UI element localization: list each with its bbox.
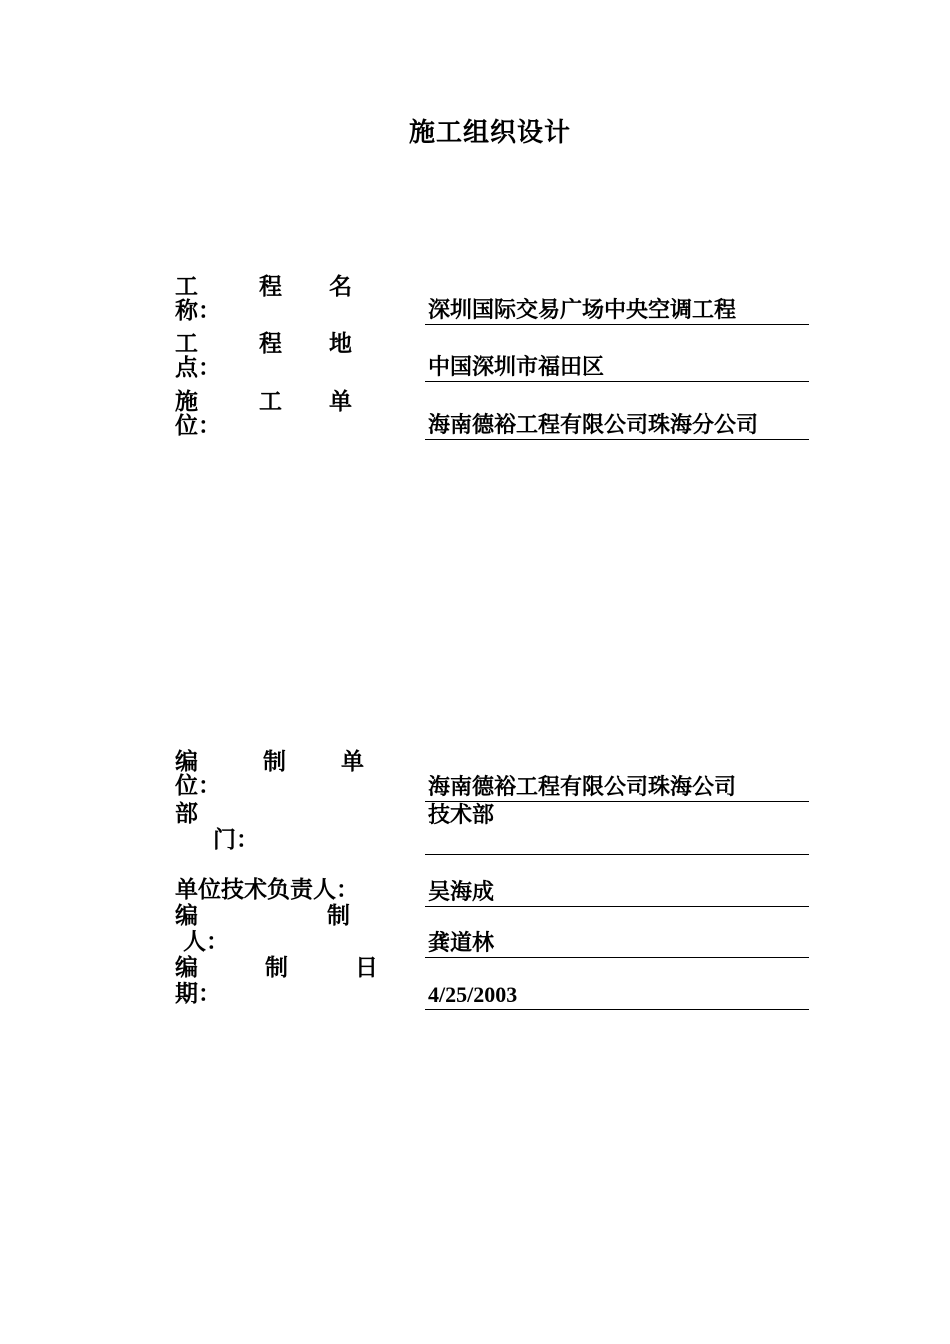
department-value: 技术部 <box>425 801 809 855</box>
author-value: 龚道林 <box>425 929 809 958</box>
compiling-unit-value: 海南德裕工程有限公司珠海公司 <box>425 773 809 802</box>
tech-lead-value: 吴海成 <box>425 878 809 907</box>
project-name-value: 深圳国际交易广场中央空调工程 <box>425 296 809 325</box>
author-label: 编 制 人： <box>175 902 350 955</box>
date-label: 编 制 日 期： <box>175 954 378 1007</box>
compiling-unit-label: 编 制 单 位： <box>175 748 364 799</box>
contractor-value: 海南德裕工程有限公司珠海分公司 <box>425 411 809 440</box>
date-value: 4/25/2003 <box>425 981 809 1010</box>
project-location-label: 工 程 地 点： <box>175 330 352 381</box>
tech-lead-label: 单位技术负责人： <box>175 876 359 903</box>
document-title: 施工组织设计 <box>408 118 571 148</box>
contractor-label: 施 工 单 位： <box>175 388 352 439</box>
project-location-value: 中国深圳市福田区 <box>425 353 809 382</box>
department-label: 部 门： <box>175 800 259 853</box>
project-name-label: 工 程 名 称： <box>175 273 352 324</box>
